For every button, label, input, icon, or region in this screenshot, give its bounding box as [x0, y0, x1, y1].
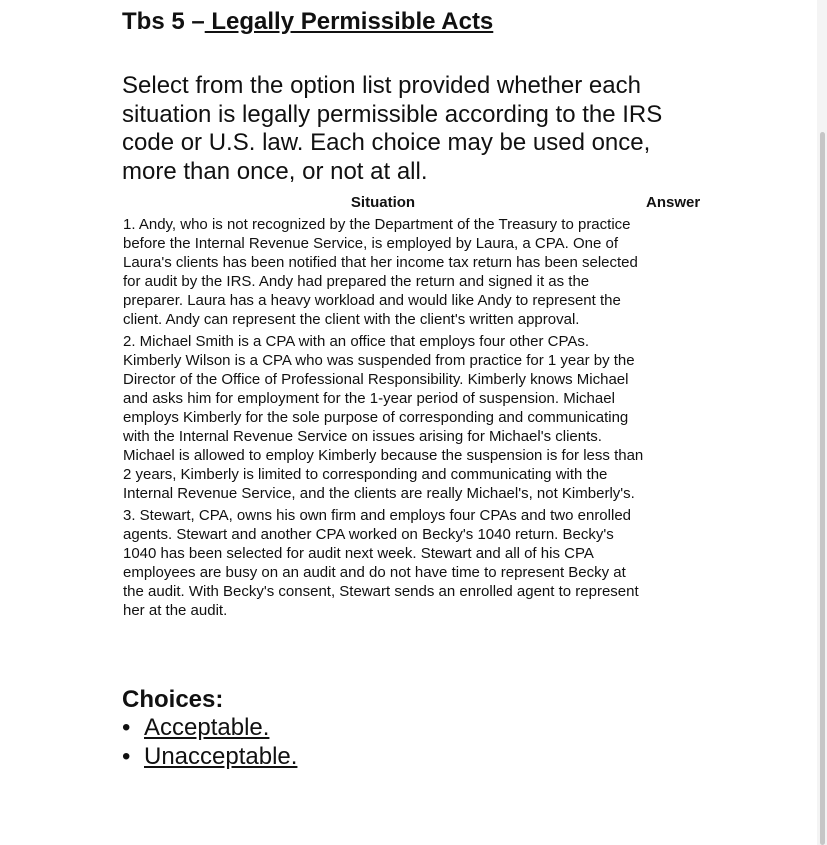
column-header-answer: Answer [646, 194, 701, 211]
choice-unacceptable[interactable]: Unacceptable. [144, 742, 298, 770]
situation-list [123, 215, 648, 623]
scrollbar-thumb[interactable] [820, 132, 825, 845]
title-prefix: Tbs 5 – [122, 8, 205, 35]
answer-slot-1[interactable] [646, 215, 716, 234]
situation-2: 2. Michael Smith is a CPA with an office that employs four other CPAs. Kimberly Wilson is a CPA who was suspended from practice for 1 year by the Director of the Office of Professional Responsibility. Kimberly knows Michael and asks him for employment for the 1-year period of suspension. Michael employs Kimberly for the sole purpose of corresponding and communicating with the Internal Revenue Service on issues arising for Michael's clients. Michael is allowed to employ Kimberly because the suspension is for less than 2 years, Kimberly is limited to corresponding and communicating with the Internal Revenue Service, and the clients are really Michael's, not Kimberly's. [123, 333, 644, 502]
choice-item [122, 714, 297, 743]
scrollbar[interactable] [817, 0, 827, 845]
situation-1: 1. Andy, who is not recognized by the Department of the Treasury to practice before the Internal Revenue Service, is employed by Laura, a CPA. One of Laura's clients has been notified that her income tax return has been selected for audit by the IRS. Andy had prepared the return and signed it as the preparer. Laura has a heavy workload and would like Andy to represent the client. Andy can represent the client with the client's written approval. [123, 216, 638, 328]
situation-3: 3. Stewart, CPA, owns his own firm and employs four CPAs and two enrolled agents. Stewart and another CPA worked on Becky's 1040 return. Becky's 1040 has been selected for audit next week. Stewart and all of his CPA employees are busy on an audit and do not have time to represent Becky at the audit. With Becky's consent, Stewart sends an enrolled agent to represent her at the audit. [123, 507, 639, 619]
title-link[interactable]: Legally Permissible Acts [204, 8, 494, 35]
page-title [122, 8, 493, 36]
choices-list [122, 714, 297, 771]
bullet-icon: • [122, 714, 131, 741]
bullet-icon: • [122, 742, 131, 770]
answer-slot-2[interactable] [646, 350, 716, 369]
choice-acceptable[interactable]: Acceptable. [144, 714, 270, 741]
choice-item [122, 743, 297, 772]
choices-heading: Choices: [122, 686, 224, 713]
answer-slot-3[interactable] [646, 543, 716, 562]
instructions: Select from the option list provided whether each situation is legally permissible according to the IRS code or U.S. law. Each choice may be used once, more than once, or not at all. [122, 72, 663, 185]
column-header-situation: Situation [350, 194, 416, 211]
